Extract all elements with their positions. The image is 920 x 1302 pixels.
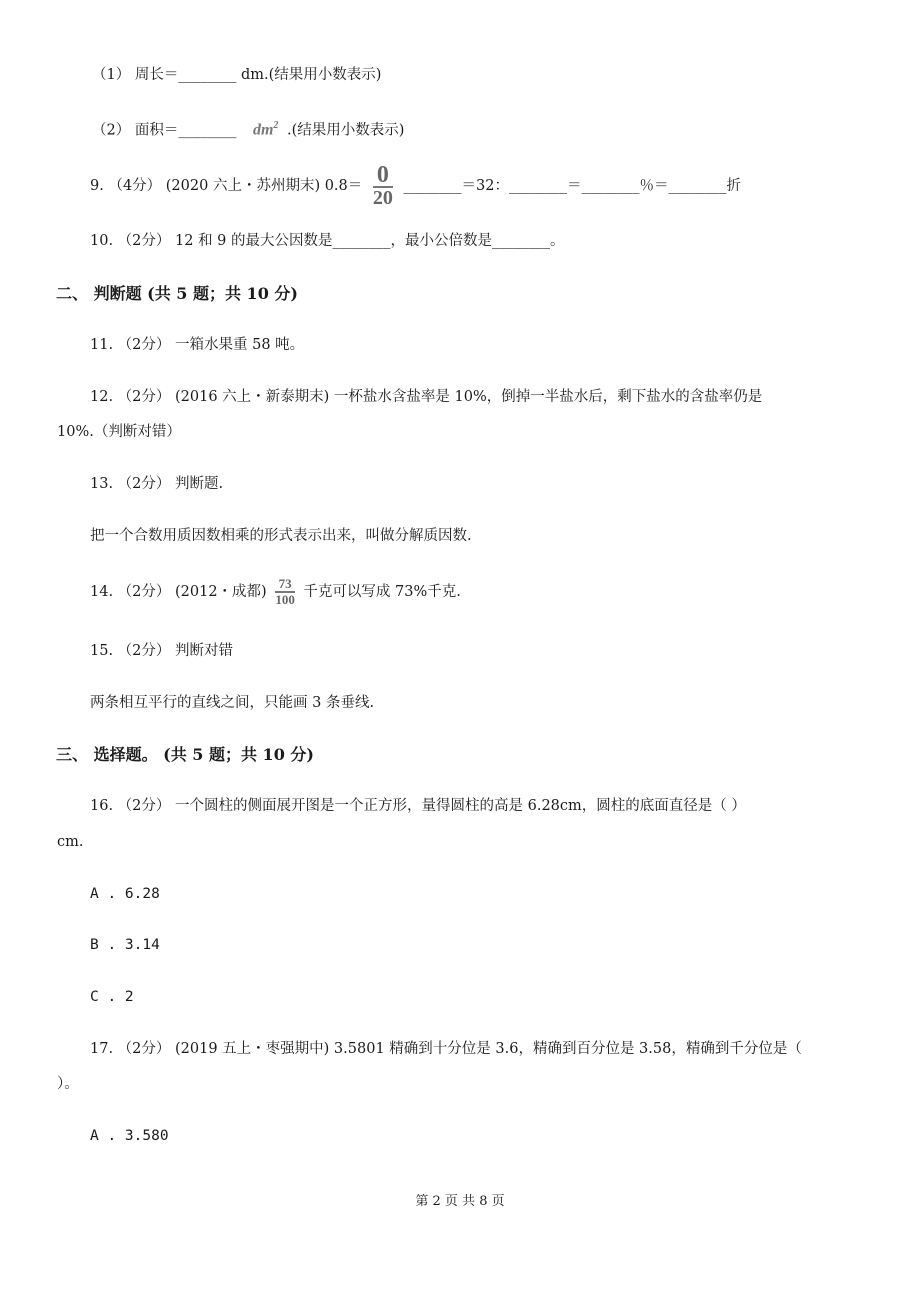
question-16-line-2: cm. (57, 834, 84, 850)
question-13-line-2: 把一个合数用质因数相乘的形式表示出来，叫做分解质因数. (90, 528, 472, 544)
question-8-2: （2） 面积＝________ $dm^2$ .(结果用小数表示) (92, 116, 404, 140)
question-15-line-1: 15. （2分） 判断对错 (90, 643, 234, 659)
section-heading-judge: 二、 判断题 (共 5 题；共 10 分) (56, 284, 298, 303)
page-footer: 第 2 页 共 8 页 (415, 1194, 505, 1209)
question-15-line-2: 两条相互平行的直线之间，只能画 3 条垂线. (90, 695, 375, 711)
question-11: 11. （2分） 一箱水果重 58 吨。 (90, 337, 305, 353)
question-12-line-1: 12. （2分） (2016 六上・新泰期末) 一杯盐水含盐率是 10%，倒掉一半盐水后，剩下盐水的含盐率仍是 (90, 389, 763, 405)
section-heading-choice: 三、 选择题。 (共 5 题；共 10 分) (56, 745, 314, 764)
question-17-line-1: 17. （2分） (2019 五上・枣强期中) 3.5801 精确到十分位是 3.6，精确到百分位是 3.58，精确到千分位是（ (90, 1041, 802, 1057)
question-17-option-a: A . 3.580 (90, 1128, 169, 1144)
question-8-1: （1） 周长＝________ dm.(结果用小数表示) (92, 67, 382, 83)
fraction-image-73-100: $\frac{73}{100}$ (275, 576, 295, 607)
question-14: 14. （2分） (2012・成都) $\frac{73}{100}$ 千克可以写成 73%千克. (90, 576, 461, 607)
question-17-line-2: ）。 (57, 1076, 79, 1092)
question-16-line-1: 16. （2分） 一个圆柱的侧面展开图是一个正方形，量得圆柱的高是 6.28cm，圆柱的底面直径是（ ） (90, 798, 746, 814)
question-12-line-2: 10%.（判断对错） (57, 424, 181, 440)
fraction-image: $\frac{0}{20}$ (372, 162, 393, 209)
dm2-unit-image: $dm^2$ (252, 120, 279, 139)
question-16-option-a: A . 6.28 (90, 886, 160, 902)
question-16-option-b: B . 3.14 (90, 937, 160, 953)
question-10: 10. （2分） 12 和 9 的最大公因数是________，最小公倍数是________。 (90, 233, 565, 249)
question-13-line-1: 13. （2分） 判断题. (90, 476, 224, 492)
question-16-option-c: C . 2 (90, 989, 134, 1005)
question-9: 9. （4分） (2020 六上・苏州期末) 0.8＝ $\frac{0}{20}$ ________＝32：________＝________％＝________折 (90, 162, 741, 209)
